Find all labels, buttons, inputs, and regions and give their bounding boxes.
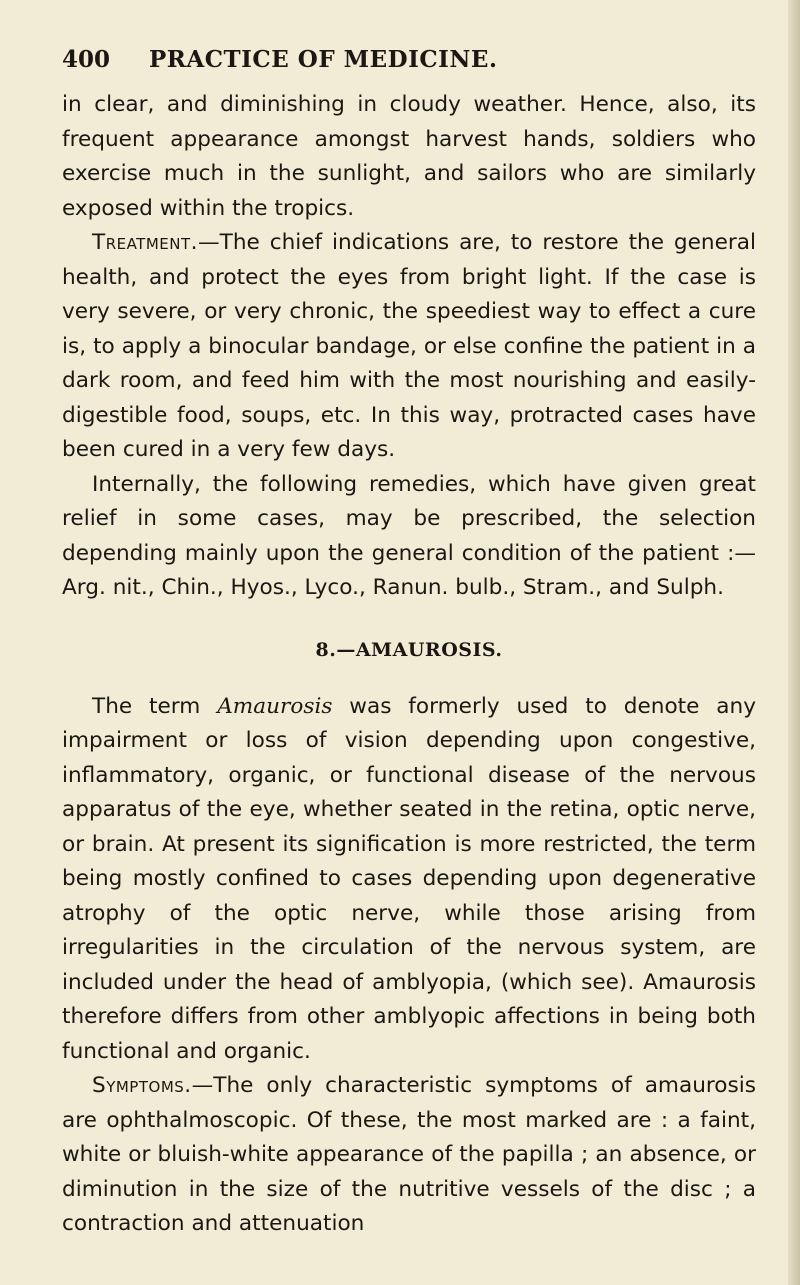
paragraph-continuation: in clear, and diminishing in cloudy weather. Hence, also, its frequent appearance amongst harvest hands, soldiers who exercise much in the sunlight, and sailors who are similarly exposed within the tropics.	[62, 92, 756, 221]
symptoms-text: —The only characteristic symptoms of amaurosis are ophthalmoscopic. Of these, the most marked are : a faint, white or bluish-white appearance of the papilla ; an absence, or diminution in the size of the nutritive vessels of the disc ; a contraction and attenuation	[62, 1073, 756, 1236]
symptoms-lead: Symptoms.	[92, 1073, 192, 1098]
page-number: 400	[62, 46, 111, 73]
page-edge	[788, 0, 800, 1285]
definition-term: Amaurosis	[217, 693, 333, 719]
treatment-lead: Treatment.	[92, 230, 199, 255]
paragraph-definition	[62, 690, 756, 1070]
paragraph-symptoms	[62, 1069, 756, 1242]
paragraph-treatment	[62, 226, 756, 468]
running-title: PRACTICE OF MEDICINE.	[149, 46, 498, 73]
definition-after: was formerly used to denote any impairment or loss of vision depending upon congestive, inflammatory, organic, or functional disease of the nervous apparatus of the eye, whether seated in the retina, optic nerve, or brain. At present its signification is more restricted, the term being mostly confined to cases depending upon degenerative atrophy of the optic nerve, while those arising from irregularities in the circulation of the nervous system, are included under the head of amblyopia, (which see). Amaurosis therefore differs from other amblyopic affections in being both functional and organic.	[62, 693, 756, 1064]
running-head	[62, 40, 542, 80]
definition-before: The term	[92, 693, 218, 719]
section-heading: 8.—AMAUROSIS.	[315, 638, 503, 661]
body-text	[62, 88, 756, 1242]
paragraph-remedies: Internally, the following remedies, which have given great relief in some cases, may be prescribed, the selection depending mainly upon the general condition of the patient :—Arg. nit., Chin., Hyos., Lyco., Ranun. bulb., Stram., and Sulph.	[62, 471, 756, 600]
treatment-text: —The chief indications are, to restore the general health, and protect the eyes from bright light. If the case is very severe, or very chronic, the speediest way to effect a cure is, to apply a binocular bandage, or else confine the patient in a dark room, and feed him with the most nourishing and easily-digestible food, soups, etc. In this way, protracted cases have been cured in a very few days.	[62, 230, 756, 462]
